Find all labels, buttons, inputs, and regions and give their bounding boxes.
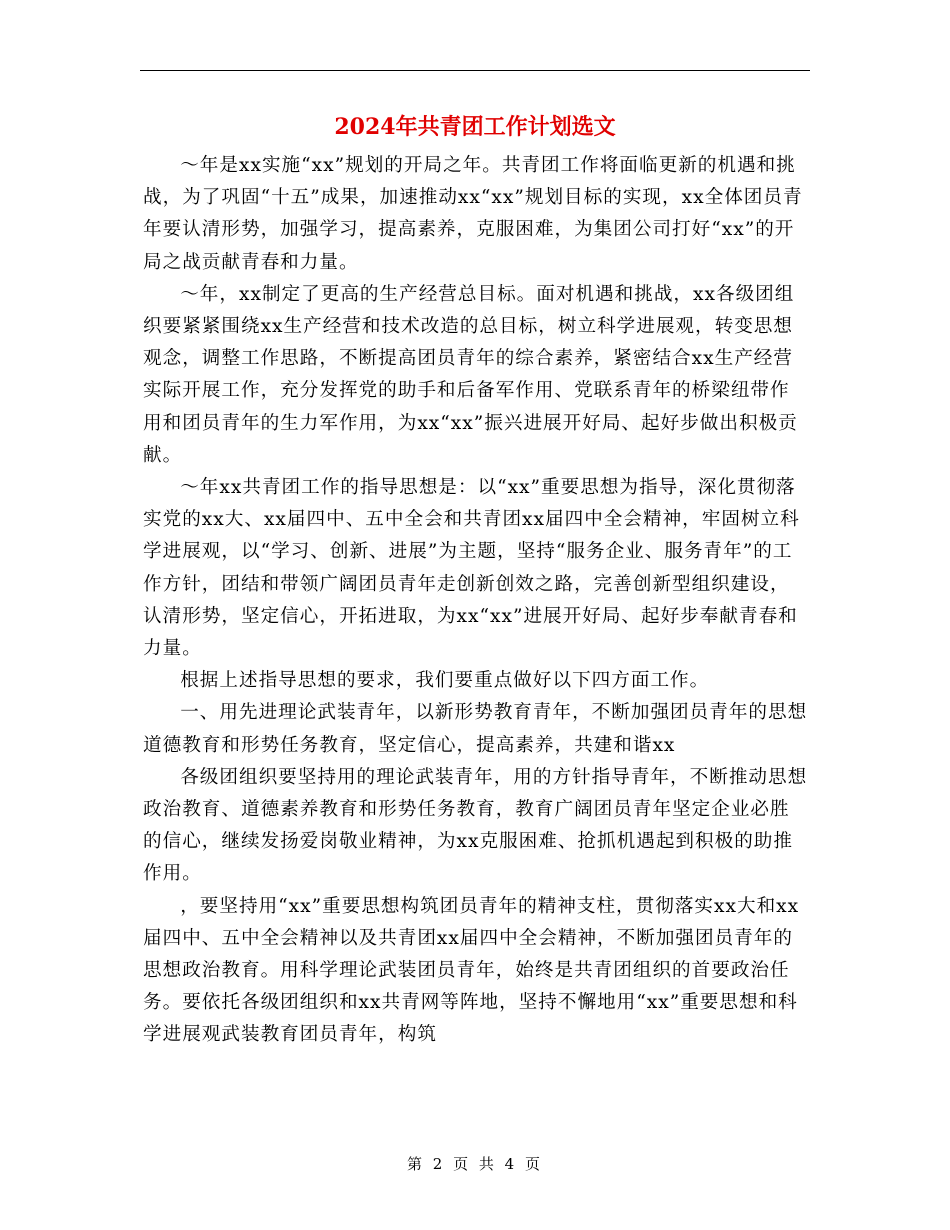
paragraph: ～年，xx制定了更高的生产经营总目标。面对机遇和挑战，xx各级团组织要紧紧围绕xx生产经营和技术改造的总目标，树立科学进展观，转变思想观念，调整工作思路，不断提高团员青年的综合素养，紧密结合xx生产经营实际开展工作，充分发挥党的助手和后备军作用、党联系青年的桥梁纽带作用和团员青年的生力军作用，为xx“xx”振兴进展开好局、起好步做出积极贡献。 xyxy=(143,283,798,466)
page-number-footer: 第 2 页 共 4 页 xyxy=(407,1155,543,1173)
paragraph: 各级团组织要坚持用的理论武装青年，用的方针指导青年，不断推动思想政治教育、道德素养教育和形势任务教育，教育广阔团员青年坚定企业必胜的信心，继续发扬爱岗敬业精神，为xx克服困难、抢抓机遇起到积极的助推作用。 xyxy=(143,766,808,885)
section-heading-paragraph: 一、用先进理论武装青年，以新形势教育青年，不断加强团员青年的思想道德教育和形势任务教育，坚定信心，提高素养，共建和谐xx xyxy=(143,702,808,756)
paragraph: ～年是xx实施“xx”规划的开局之年。共青团工作将面临更新的机遇和挑战，为了巩固“十五”成果，加速推动xx“xx”规划目标的实现，xx全体团员青年要认清形势，加强学习，提高素养，克服困难，为集团公司打好“xx”的开局之战贡献青春和力量。 xyxy=(143,155,803,273)
document-body xyxy=(143,150,809,1052)
paragraph: ～年xx共青团工作的指导思想是：以“xx”重要思想为指导，深化贯彻落实党的xx大、xx届四中、五中全会和共青团xx届四中全会精神，牢固树立科学进展观，以“学习、创新、进展”为主题，坚持“服务企业、服务青年”的工作方针，团结和带领广阔团员青年走创新创效之路，完善创新型组织建设，认清形势，坚定信心，开拓进取，为xx“xx”进展开好局、起好步奉献青春和力量。 xyxy=(143,477,800,660)
paragraph: ，要坚持用“xx”重要思想构筑团员青年的精神支柱，贯彻落实xx大和xx届四中、五中全会精神以及共青团xx届四中全会精神，不断加强团员青年的思想政治教育。用科学理论武装团员青年，始终是共青团组织的首要政治任务。要依托各级团组织和xx共青网等阵地，坚持不懈地用“xx”重要思想和科学进展观武装教育团员青年，构筑 xyxy=(143,895,800,1046)
header-rule xyxy=(140,70,810,71)
paragraph: 根据上述指导思想的要求，我们要重点做好以下四方面工作。 xyxy=(180,670,710,692)
document-title: 2024年共青团工作计划选文 xyxy=(334,114,616,140)
